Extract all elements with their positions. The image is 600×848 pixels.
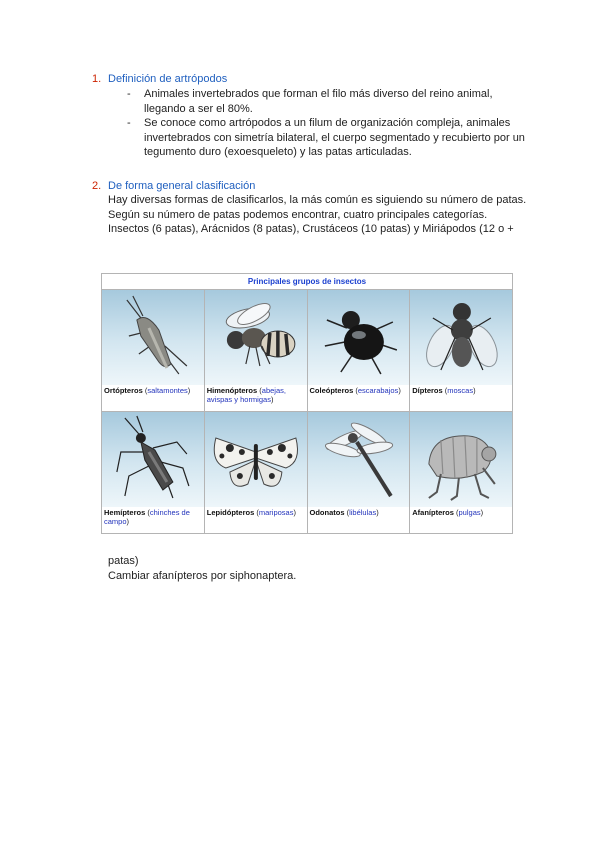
caption: Lepidópteros (mariposas) xyxy=(206,508,296,517)
table-cell xyxy=(204,290,307,412)
group-name: Ortópteros xyxy=(104,386,143,395)
group-name: Himenópteros xyxy=(206,386,258,395)
section-title: Definición de artrópodos xyxy=(108,73,228,85)
table-cell xyxy=(410,412,513,534)
insect-groups-table xyxy=(101,273,513,534)
paragraph: Insectos (6 patas), Arácnidos (8 patas), Crustáceos (10 patas) y Miriápodos (12 o + xyxy=(108,223,514,235)
list-item: - Animales invertebrados que forman el filo más diverso del reino animal, llegando a ser el 80%. xyxy=(127,87,527,116)
section-number: 2. xyxy=(92,180,102,192)
group-name: Dípteros xyxy=(412,386,443,395)
caption: Coleópteros (escarabajos) xyxy=(309,386,401,395)
fly-icon xyxy=(410,290,512,385)
group-name: Afanípteros xyxy=(412,508,454,517)
paragraph: Hay diversas formas de clasificarlos, la más común es siguiendo su número de patas. xyxy=(108,194,527,206)
closing-text xyxy=(108,554,528,583)
group-name: Hemípteros xyxy=(104,508,146,517)
section-1-heading xyxy=(92,72,227,86)
common-name-link[interactable]: chinches de campo xyxy=(104,508,190,526)
flea-icon xyxy=(410,412,512,507)
bee-icon xyxy=(205,290,307,385)
beetle-icon xyxy=(308,290,410,385)
caption: Hemípteros (chinches de campo) xyxy=(104,508,190,526)
group-name: Coleópteros xyxy=(309,386,354,395)
caption: Odonatos (libélulas) xyxy=(309,508,379,517)
table-cell xyxy=(410,290,513,412)
bug-icon xyxy=(102,412,204,507)
common-name-link[interactable]: escarabajos xyxy=(357,386,399,395)
butterfly-icon xyxy=(205,412,307,507)
caption: Dípteros (moscas) xyxy=(412,386,476,395)
common-name-link[interactable]: libélulas xyxy=(349,508,377,517)
table-cell xyxy=(102,290,205,412)
table-cell xyxy=(204,412,307,534)
table-cell xyxy=(102,412,205,534)
section-title: De forma general clasificación xyxy=(108,180,256,192)
common-name-link[interactable]: moscas xyxy=(447,386,474,395)
dragonfly-icon xyxy=(308,412,410,507)
caption: Ortópteros (saltamontes) xyxy=(104,386,191,395)
classification-text xyxy=(108,193,528,237)
paragraph: Cambiar afanípteros por siphonaptera. xyxy=(108,569,297,582)
section-2-heading xyxy=(92,179,255,193)
common-name-link[interactable]: saltamontes xyxy=(147,386,188,395)
common-name-link[interactable]: pulgas xyxy=(458,508,481,517)
caption: Himenópteros (abejas, avispas y hormigas) xyxy=(206,386,286,404)
definition-list xyxy=(127,87,527,160)
section-number: 1. xyxy=(92,73,102,85)
table-cell xyxy=(307,290,410,412)
group-name: Odonatos xyxy=(309,508,345,517)
table-title: Principales grupos de insectos xyxy=(102,274,513,290)
list-item: - Se conoce como artrópodos a un filum de organización compleja, animales invertebrados con simetría bilateral, el cuerpo segmentado y recubierto por un tegumento duro (exoesqueleto) y las patas articuladas. xyxy=(127,116,527,160)
grasshopper-icon xyxy=(102,290,204,385)
caption: Afanípteros (pulgas) xyxy=(412,508,484,517)
common-name-link[interactable]: mariposas xyxy=(258,508,294,517)
group-name: Lepidópteros xyxy=(206,508,255,517)
common-name-link[interactable]: abejas, avispas y hormigas xyxy=(206,386,286,404)
paragraph: Según su número de patas podemos encontrar, cuatro principales categorías. xyxy=(108,208,488,221)
paragraph: patas) xyxy=(108,555,139,567)
table-cell xyxy=(307,412,410,534)
